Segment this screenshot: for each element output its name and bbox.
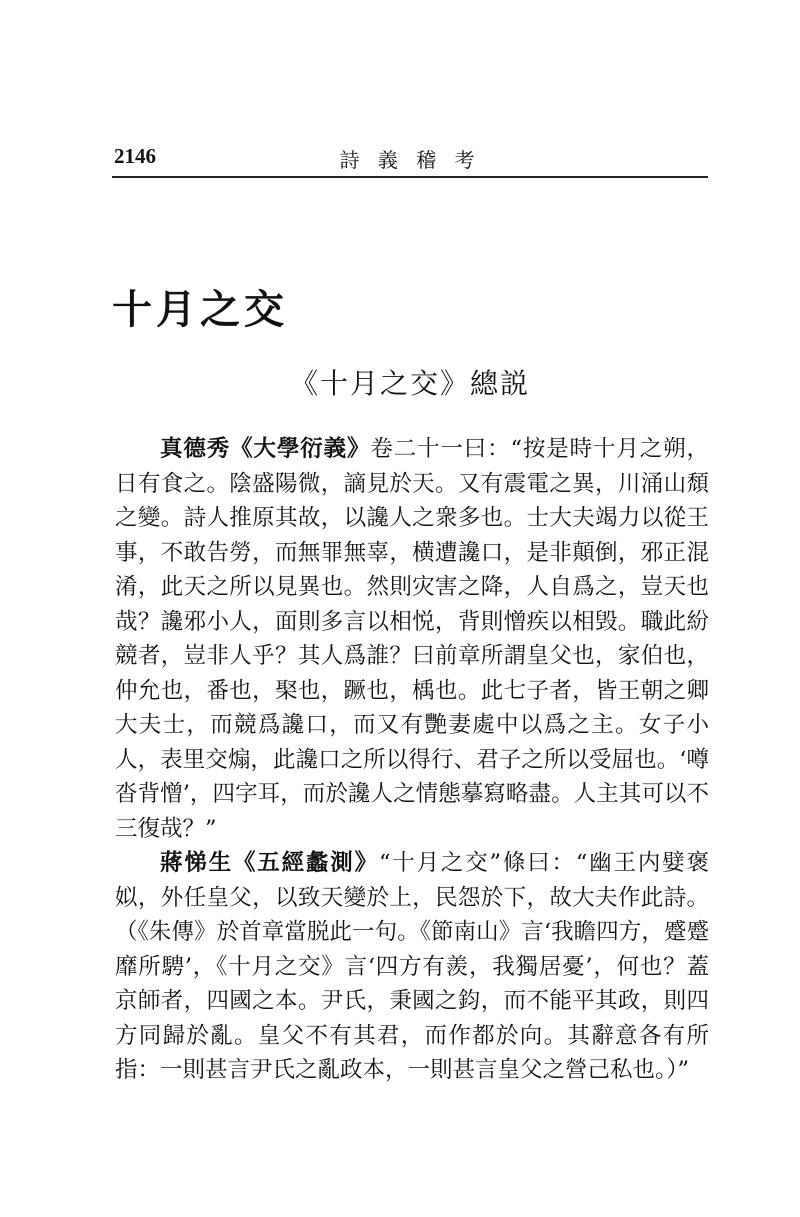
- paragraph-text: 卷二十一曰：“按是時十月之朔，日有食之。陰盛陽微，謫見於天。又有震電之異，川涌山頹之變。詩人推原其故，以讒人之衆多也。士大夫竭力以從王事，不敢告勞，而無罪無辜，横遭讒口，是非顛倒，邪正混淆，此天之所以見異也。然則灾害之降，人自爲之，豈天也哉？讒邪小人，面則多言以相悦，背則憎疾以相毁。職此紛競者，豈非人乎？其人爲誰？曰前章所謂皇父也，家伯也，仲允也，番也，棸也，蹶也，楀也。此七子者，皆王朝之卿大夫士，而競爲讒口，而又有艷妻處中以爲之主。女子小人，表里交煽，此讒口之所以得行、君子之所以受屈也。‘噂沓背憎’，四字耳，而於讒人之情態摹寫略盡。人主其可以不三復哉？”: [115, 436, 709, 842]
- running-title: 詩 義 稽 考: [339, 148, 481, 172]
- work-title: 《五經蠡測》: [232, 850, 379, 876]
- paragraph-jiang-tisheng: [115, 846, 709, 1088]
- page-header: [112, 142, 708, 176]
- paragraph-text: “十月之交”條曰：“幽王内嬖褒姒，外任皇父，以致天變於上，民怨於下，故大夫作此詩。（《朱傳》於首章當脱此一句。《節南山》言‘我瞻四方，蹙蹙靡所騁’，《十月之交》言‘四方有羨，我獨居憂’，何也？蓋京師者，四國之本。尹氏，秉國之鈞，而不能平其政，則四方同歸於亂。皇父不有其君，而作都於向。其辭意各有所指：一則甚言尹氏之亂政本，一則甚言皇父之營己私也。）”: [115, 850, 709, 1083]
- work-title: 《大學衍義》: [230, 436, 371, 462]
- section-title: 《十月之交》總説: [289, 367, 530, 400]
- chapter-title: 十月之交: [112, 287, 288, 333]
- author-name: 蔣悌生: [160, 850, 233, 876]
- paragraph-zhen-dexiu: [115, 432, 709, 846]
- page-number: 2146: [114, 144, 156, 168]
- body-text: [115, 432, 709, 1088]
- header-rule: [112, 176, 708, 178]
- author-name: 真德秀: [160, 436, 231, 462]
